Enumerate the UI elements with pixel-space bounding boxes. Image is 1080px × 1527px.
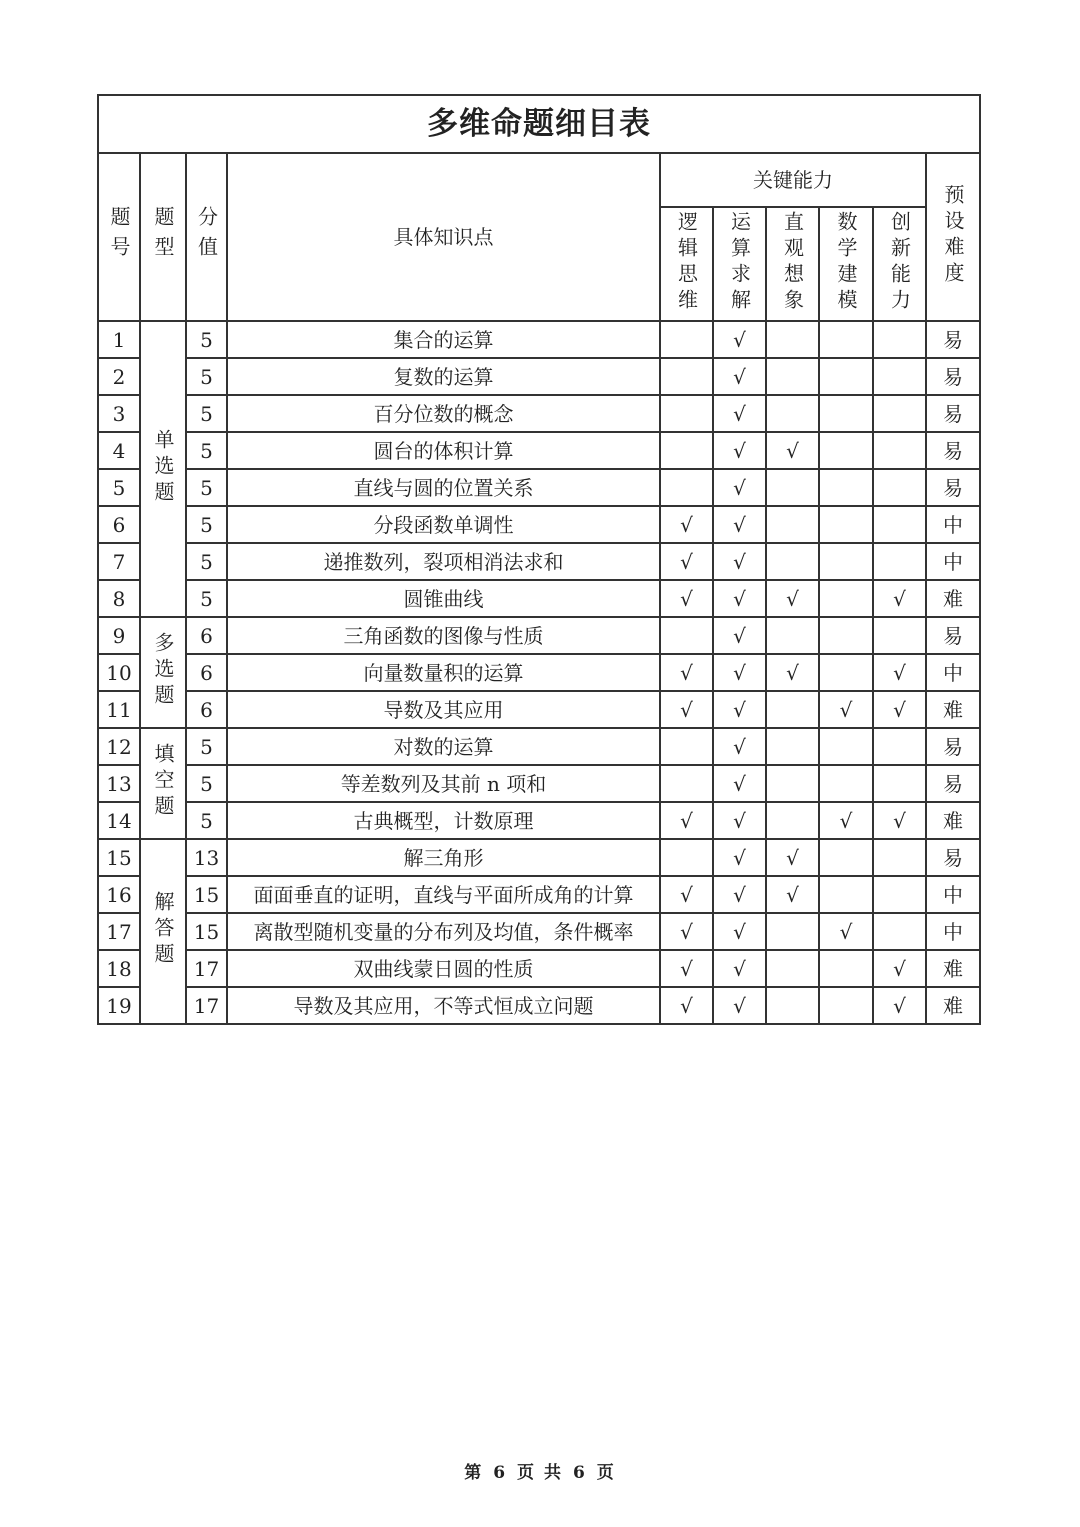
ability-check-1: √ (713, 321, 766, 358)
footer-suffix: 页 (596, 1463, 616, 1483)
ability-check-4: √ (873, 802, 926, 839)
ability-check-0: √ (660, 654, 713, 691)
ability-check-3 (819, 543, 873, 580)
ability-check-2 (766, 617, 819, 654)
ability-check-1: √ (713, 469, 766, 506)
ability-check-4: √ (873, 654, 926, 691)
ability-check-4 (873, 543, 926, 580)
ability-check-0 (660, 765, 713, 802)
ability-check-1: √ (713, 506, 766, 543)
score: 13 (186, 839, 227, 876)
footer-middle: 页 共 (517, 1463, 563, 1483)
ability-check-2: √ (766, 654, 819, 691)
difficulty: 中 (926, 876, 980, 913)
table-row (98, 432, 980, 469)
header-ability-modeling: 数学建模 (819, 207, 873, 321)
question-number: 5 (98, 469, 140, 506)
ability-check-4 (873, 839, 926, 876)
question-number: 4 (98, 432, 140, 469)
question-number: 8 (98, 580, 140, 617)
difficulty: 易 (926, 321, 980, 358)
header-question-no: 题号 (98, 153, 140, 321)
table-row (98, 765, 980, 802)
score: 15 (186, 913, 227, 950)
score: 5 (186, 469, 227, 506)
score: 17 (186, 950, 227, 987)
score: 5 (186, 543, 227, 580)
ability-check-1: √ (713, 358, 766, 395)
table-row (98, 802, 980, 839)
ability-check-3 (819, 654, 873, 691)
question-number: 18 (98, 950, 140, 987)
difficulty: 易 (926, 839, 980, 876)
score: 6 (186, 654, 227, 691)
footer-total: 6 (572, 1463, 587, 1483)
difficulty: 易 (926, 617, 980, 654)
ability-check-2 (766, 543, 819, 580)
ability-check-1: √ (713, 395, 766, 432)
difficulty: 难 (926, 802, 980, 839)
ability-check-2 (766, 728, 819, 765)
ability-check-1: √ (713, 802, 766, 839)
ability-check-0: √ (660, 802, 713, 839)
difficulty: 中 (926, 913, 980, 950)
ability-check-0: √ (660, 987, 713, 1024)
ability-check-2: √ (766, 876, 819, 913)
question-number: 2 (98, 358, 140, 395)
table-row (98, 506, 980, 543)
difficulty: 难 (926, 580, 980, 617)
footer-page: 6 (493, 1463, 508, 1483)
knowledge-point: 集合的运算 (227, 321, 660, 358)
knowledge-point: 导数及其应用 (227, 691, 660, 728)
ability-check-3 (819, 839, 873, 876)
difficulty: 易 (926, 358, 980, 395)
knowledge-point: 离散型随机变量的分布列及均值，条件概率 (227, 913, 660, 950)
knowledge-point: 古典概型，计数原理 (227, 802, 660, 839)
table-row (98, 691, 980, 728)
question-number: 6 (98, 506, 140, 543)
table-row (98, 654, 980, 691)
ability-check-1: √ (713, 765, 766, 802)
table-row (98, 876, 980, 913)
header-ability-intuition: 直观想象 (766, 207, 819, 321)
score: 5 (186, 395, 227, 432)
ability-check-2 (766, 506, 819, 543)
table-row (98, 839, 980, 876)
ability-check-4 (873, 913, 926, 950)
knowledge-point: 对数的运算 (227, 728, 660, 765)
ability-check-4 (873, 395, 926, 432)
ability-check-3: √ (819, 802, 873, 839)
question-number: 14 (98, 802, 140, 839)
question-number: 17 (98, 913, 140, 950)
ability-check-0 (660, 617, 713, 654)
ability-check-4 (873, 321, 926, 358)
question-type: 填空题 (140, 728, 186, 839)
table-title: 多维命题细目表 (98, 95, 980, 153)
table-row (98, 321, 980, 358)
knowledge-point: 三角函数的图像与性质 (227, 617, 660, 654)
ability-check-2 (766, 395, 819, 432)
score: 17 (186, 987, 227, 1024)
ability-check-2 (766, 802, 819, 839)
knowledge-point: 双曲线蒙日圆的性质 (227, 950, 660, 987)
ability-check-3 (819, 728, 873, 765)
table-row (98, 950, 980, 987)
score: 6 (186, 691, 227, 728)
question-type: 多选题 (140, 617, 186, 728)
ability-check-1: √ (713, 617, 766, 654)
ability-check-4 (873, 876, 926, 913)
ability-check-2: √ (766, 580, 819, 617)
ability-check-3 (819, 506, 873, 543)
ability-check-0 (660, 358, 713, 395)
ability-check-2 (766, 913, 819, 950)
ability-check-2 (766, 950, 819, 987)
ability-check-1: √ (713, 876, 766, 913)
difficulty: 易 (926, 765, 980, 802)
knowledge-point: 百分位数的概念 (227, 395, 660, 432)
question-number: 15 (98, 839, 140, 876)
ability-check-4 (873, 506, 926, 543)
difficulty: 易 (926, 728, 980, 765)
footer-prefix: 第 (464, 1463, 484, 1483)
ability-check-4 (873, 432, 926, 469)
difficulty: 易 (926, 469, 980, 506)
difficulty: 中 (926, 654, 980, 691)
ability-check-1: √ (713, 839, 766, 876)
ability-check-0 (660, 321, 713, 358)
knowledge-point: 分段函数单调性 (227, 506, 660, 543)
ability-check-0 (660, 395, 713, 432)
ability-check-4 (873, 358, 926, 395)
page-footer (0, 1458, 1080, 1483)
ability-check-1: √ (713, 913, 766, 950)
header-key-ability: 关键能力 (660, 153, 926, 207)
question-number: 11 (98, 691, 140, 728)
score: 6 (186, 617, 227, 654)
knowledge-point: 导数及其应用，不等式恒成立问题 (227, 987, 660, 1024)
ability-check-0: √ (660, 876, 713, 913)
ability-check-1: √ (713, 691, 766, 728)
ability-check-0 (660, 469, 713, 506)
ability-check-0: √ (660, 913, 713, 950)
question-number: 16 (98, 876, 140, 913)
knowledge-point: 向量数量积的运算 (227, 654, 660, 691)
score: 5 (186, 802, 227, 839)
score: 5 (186, 432, 227, 469)
score: 5 (186, 358, 227, 395)
table-row (98, 987, 980, 1024)
ability-check-1: √ (713, 432, 766, 469)
ability-check-2: √ (766, 839, 819, 876)
header-knowledge-point: 具体知识点 (227, 153, 660, 321)
ability-check-0: √ (660, 506, 713, 543)
table-row (98, 728, 980, 765)
question-number: 19 (98, 987, 140, 1024)
ability-check-0 (660, 432, 713, 469)
difficulty: 难 (926, 950, 980, 987)
ability-check-2 (766, 987, 819, 1024)
question-number: 9 (98, 617, 140, 654)
ability-check-0: √ (660, 691, 713, 728)
header-ability-logic: 逻辑思维 (660, 207, 713, 321)
ability-check-3 (819, 876, 873, 913)
ability-check-4: √ (873, 987, 926, 1024)
table-row (98, 580, 980, 617)
ability-check-0: √ (660, 543, 713, 580)
table-row (98, 395, 980, 432)
header-difficulty: 预设难度 (926, 153, 980, 321)
ability-check-3 (819, 617, 873, 654)
header-question-type: 题型 (140, 153, 186, 321)
ability-check-4: √ (873, 580, 926, 617)
ability-check-1: √ (713, 950, 766, 987)
score: 5 (186, 728, 227, 765)
question-number: 12 (98, 728, 140, 765)
table-row (98, 358, 980, 395)
ability-check-2 (766, 358, 819, 395)
ability-check-1: √ (713, 543, 766, 580)
knowledge-point: 面面垂直的证明，直线与平面所成角的计算 (227, 876, 660, 913)
ability-check-4: √ (873, 691, 926, 728)
table-row (98, 469, 980, 506)
table-row (98, 913, 980, 950)
header-ability-computation: 运算求解 (713, 207, 766, 321)
difficulty: 中 (926, 543, 980, 580)
ability-check-3 (819, 321, 873, 358)
knowledge-point: 等差数列及其前 n 项和 (227, 765, 660, 802)
ability-check-2 (766, 691, 819, 728)
question-number: 1 (98, 321, 140, 358)
difficulty: 易 (926, 395, 980, 432)
ability-check-3 (819, 432, 873, 469)
question-type: 单选题 (140, 321, 186, 617)
ability-check-4: √ (873, 950, 926, 987)
ability-check-1: √ (713, 580, 766, 617)
specification-table (97, 94, 981, 1025)
knowledge-point: 圆台的体积计算 (227, 432, 660, 469)
header-score: 分值 (186, 153, 227, 321)
ability-check-2: √ (766, 432, 819, 469)
difficulty: 中 (926, 506, 980, 543)
ability-check-3 (819, 358, 873, 395)
ability-check-0 (660, 839, 713, 876)
ability-check-1: √ (713, 987, 766, 1024)
knowledge-point: 直线与圆的位置关系 (227, 469, 660, 506)
knowledge-point: 递推数列，裂项相消法求和 (227, 543, 660, 580)
question-number: 10 (98, 654, 140, 691)
ability-check-4 (873, 617, 926, 654)
ability-check-4 (873, 469, 926, 506)
ability-check-2 (766, 321, 819, 358)
ability-check-3 (819, 950, 873, 987)
question-type: 解答题 (140, 839, 186, 1024)
difficulty: 易 (926, 432, 980, 469)
difficulty: 难 (926, 691, 980, 728)
ability-check-3 (819, 395, 873, 432)
knowledge-point: 解三角形 (227, 839, 660, 876)
ability-check-3: √ (819, 913, 873, 950)
score: 15 (186, 876, 227, 913)
ability-check-4 (873, 765, 926, 802)
ability-check-3: √ (819, 691, 873, 728)
ability-check-2 (766, 765, 819, 802)
knowledge-point: 复数的运算 (227, 358, 660, 395)
table-row (98, 543, 980, 580)
question-number: 3 (98, 395, 140, 432)
difficulty: 难 (926, 987, 980, 1024)
ability-check-3 (819, 987, 873, 1024)
ability-check-1: √ (713, 728, 766, 765)
ability-check-4 (873, 728, 926, 765)
score: 5 (186, 765, 227, 802)
ability-check-3 (819, 765, 873, 802)
score: 5 (186, 580, 227, 617)
ability-check-0: √ (660, 950, 713, 987)
ability-check-1: √ (713, 654, 766, 691)
ability-check-3 (819, 580, 873, 617)
question-number: 7 (98, 543, 140, 580)
ability-check-3 (819, 469, 873, 506)
knowledge-point: 圆锥曲线 (227, 580, 660, 617)
score: 5 (186, 321, 227, 358)
ability-check-0 (660, 728, 713, 765)
question-number: 13 (98, 765, 140, 802)
header-ability-innovation: 创新能力 (873, 207, 926, 321)
table-row (98, 617, 980, 654)
score: 5 (186, 506, 227, 543)
ability-check-2 (766, 469, 819, 506)
ability-check-0: √ (660, 580, 713, 617)
